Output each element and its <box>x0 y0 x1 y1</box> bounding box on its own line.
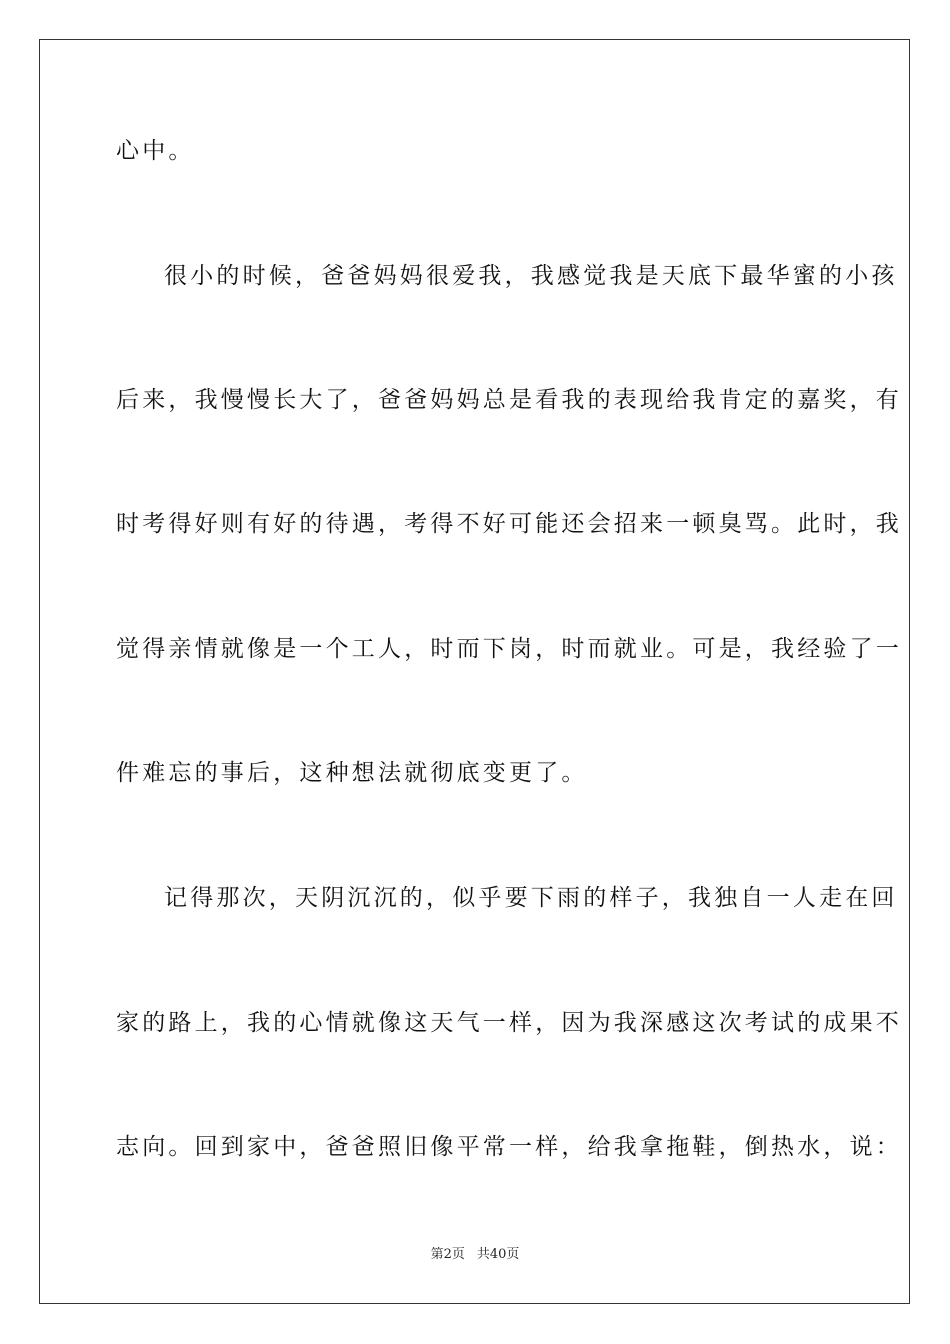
text-line-8: 家的路上，我的心情就像这天气一样，因为我深感这次考试的成果不 <box>116 1010 902 1036</box>
text-line-7: 记得那次，天阴沉沉的，似乎要下雨的样子，我独自一人走在回 <box>164 885 898 911</box>
page-border <box>39 39 910 1304</box>
text-line-5: 觉得亲情就像是一个工人，时而下岗，时而就业。可是，我经验了一 <box>116 636 902 662</box>
text-line-1: 心中。 <box>116 138 195 164</box>
text-line-6: 件难忘的事后，这种想法就彻底变更了。 <box>116 760 588 786</box>
page-footer <box>0 1246 950 1264</box>
text-line-3: 后来，我慢慢长大了，爸爸妈妈总是看我的表现给我肯定的嘉奖，有 <box>116 387 902 413</box>
text-line-2: 很小的时候，爸爸妈妈很爱我，我感觉我是天底下最华蜜的小孩 <box>164 263 898 289</box>
text-line-4: 时考得好则有好的待遇，考得不好可能还会招来一顿臭骂。此时，我 <box>116 511 902 537</box>
page-total: 共40页 <box>476 1247 520 1262</box>
page-number: 第2页 <box>430 1247 465 1262</box>
text-line-9: 志向。回到家中，爸爸照旧像平常一样，给我拿拖鞋，倒热水，说： <box>116 1134 902 1160</box>
